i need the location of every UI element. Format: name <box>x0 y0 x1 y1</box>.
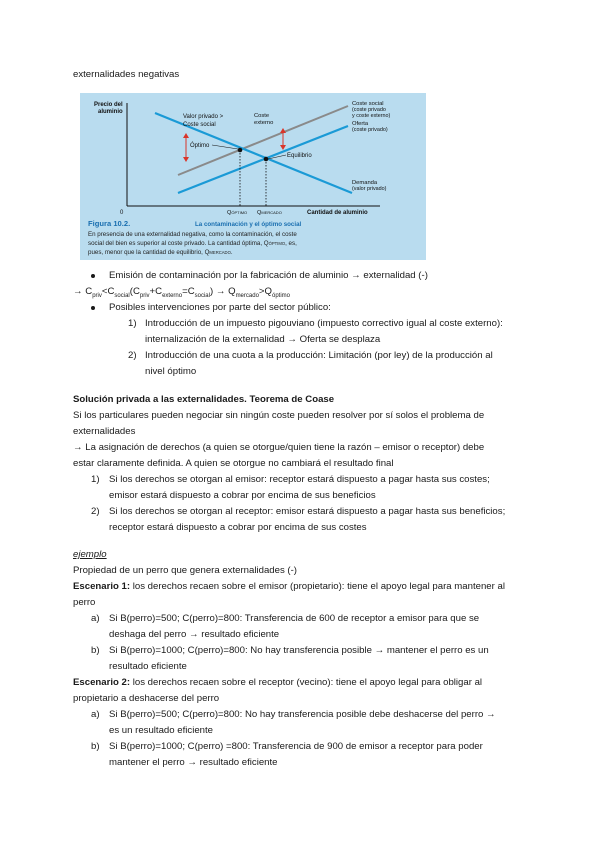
scenario-1-line-1: Escenario 1: los derechos recaen sobre el emisor (propietario): tiene el apoyo legal para mantener al <box>73 581 505 592</box>
q-optimo-tick: QÓPTIMO <box>227 210 248 216</box>
coase-n1-line-2: emisor estará dispuesto a cobrar por encima de sus beneficios <box>109 490 376 501</box>
label-demanda-1: Demanda <box>352 180 378 186</box>
scenario-1b-line-1: Si B(perro)=1000; C(perro)=800: No hay transferencia posible → mantener el perro es un <box>109 645 489 656</box>
x-axis-label: Cantidad de aluminio <box>307 210 368 216</box>
coase-p1-line-2: externalidades <box>73 426 136 437</box>
label-coste-externo-2: externo <box>254 120 274 126</box>
label-valor-privado-2: Coste social <box>183 122 216 128</box>
supply-line <box>178 126 348 193</box>
caption-line-2: social del bien es superior al coste privado. La cantidad óptima, QÓPTIMO, es, <box>88 240 297 247</box>
bullet-emission: Emisión de contaminación por la fabricación de aluminio → externalidad (-) <box>109 270 428 281</box>
scenario-2-line-2: propietario a deshacerse del perro <box>73 693 220 704</box>
section-heading-externalities: externalidades negativas <box>73 69 180 80</box>
scenario-1-line-2: perro <box>73 597 96 608</box>
bullet-dot <box>91 306 95 310</box>
list-letter: b) <box>91 741 100 752</box>
example-intro: Propiedad de un perro que genera externalidades (-) <box>73 565 298 576</box>
scenario-2a-line-2: es un resultado eficiente <box>109 725 213 736</box>
label-oferta-2: (coste privado) <box>352 127 388 133</box>
list-letter: b) <box>91 645 100 656</box>
intervention-2-line-2: nivel óptimo <box>145 366 197 377</box>
scenario-1a-line-1: Si B(perro)=500; C(perro)=800: Transferencia de 600 de receptor a emisor para que se <box>109 613 480 624</box>
example-label: ejemplo <box>73 549 107 560</box>
label-demanda-2: (valor privado) <box>352 186 387 192</box>
coase-n1-line-1: Si los derechos se otorgan al emisor: receptor estará dispuesto a pagar hasta sus costes; <box>109 474 490 485</box>
intervention-1-line-1: Introducción de un impuesto pigouviano (impuesto correctivo igual al coste externo): <box>145 318 503 329</box>
list-num: 1) <box>128 318 137 329</box>
optimum-point <box>238 148 243 153</box>
caption-number: Figura 10.2. <box>88 219 131 228</box>
intervention-1-line-2: internalización de la externalidad → Oferta se desplaza <box>145 334 381 345</box>
y-axis-label-1: Precio del <box>94 102 123 108</box>
origin-label: 0 <box>120 210 124 216</box>
intervention-2-line-1: Introducción de una cuota a la producción: Limitación (por ley) de la producción al <box>145 350 493 361</box>
label-optimo: Óptimo <box>190 143 210 149</box>
scenario-1b-line-2: resultado eficiente <box>109 661 187 672</box>
list-num: 2) <box>128 350 137 361</box>
bullet-dot <box>91 274 95 278</box>
scenario-2b-line-2: mantener el perro → resultado eficiente <box>109 757 278 768</box>
coase-p1-line-1: Si los particulares pueden negociar sin ningún coste pueden resolver por sí solos el problema de <box>73 410 485 421</box>
label-coste-externo-1: Coste <box>254 113 270 119</box>
list-num: 1) <box>91 474 100 485</box>
external-arrow-head-down <box>280 145 286 150</box>
scenario-2a-line-1: Si B(perro)=500; C(perro)=800: No hay transferencia posible debe deshacerse del perro → <box>109 709 496 720</box>
caption-line-1: En presencia de una externalidad negativa, como la contaminación, el coste <box>88 231 297 238</box>
coase-p2-line-1: → La asignación de derechos (a quien se otorgue/quien tiene la razón – emisor o receptor) debe <box>73 442 485 453</box>
list-num: 2) <box>91 506 100 517</box>
coase-p2-line-2: estar claramente definida. A quien se otorgue no cambiará el resultado final <box>73 458 394 469</box>
label-equilibrio: Equilibrio <box>287 153 312 159</box>
cost-formula: → $C_{priv}<C_{social}(C_{priv}+C_{externo}=C_{social}) \to Q_{mercado}>Q_{óptimo}$ <box>73 286 290 299</box>
value-arrow-head-up <box>183 133 189 138</box>
scenario-2-line-1: Escenario 2: los derechos recaen sobre el receptor (vecino): tiene el apoyo legal para obligar al <box>73 677 483 688</box>
scenario-2b-line-1: Si B(perro)=1000; C(perro) =800: Transferencia de 900 de emisor a receptor para poder <box>109 741 483 752</box>
list-letter: a) <box>91 613 100 624</box>
figure-contamination-optimum <box>80 93 426 260</box>
scenario-1a-line-2: deshaga del perro → resultado eficiente <box>109 629 280 640</box>
label-valor-privado-1: Valor privado > <box>183 114 224 120</box>
label-coste-social-3: y coste externo) <box>352 113 391 119</box>
value-arrow-head-down <box>183 157 189 162</box>
q-mercado-tick: QMERCADO <box>257 210 282 216</box>
caption-line-3: pues, menor que la cantidad de equilibrio, QMERCADO. <box>88 249 233 256</box>
coase-title: Solución privada a las externalidades. Teorema de Coase <box>73 394 335 405</box>
label-coste-social-2: (coste privado <box>352 107 386 113</box>
figure-graph <box>80 93 426 260</box>
label-coste-social-1: Coste social <box>352 101 384 107</box>
equilibrium-point <box>264 157 269 162</box>
y-axis-label-2: aluminio <box>98 109 123 115</box>
bullet-interventions: Posibles intervenciones por parte del sector público: <box>109 302 331 313</box>
list-letter: a) <box>91 709 100 720</box>
label-oferta-1: Oferta <box>352 121 369 127</box>
coase-n2-line-1: Si los derechos se otorgan al receptor: emisor estará dispuesto a pagar hasta sus beneficios; <box>109 506 506 517</box>
caption-title: La contaminación y el óptimo social <box>195 221 302 228</box>
coase-n2-line-2: receptor estará dispuesto a cobrar por encima de sus costes <box>109 522 367 533</box>
